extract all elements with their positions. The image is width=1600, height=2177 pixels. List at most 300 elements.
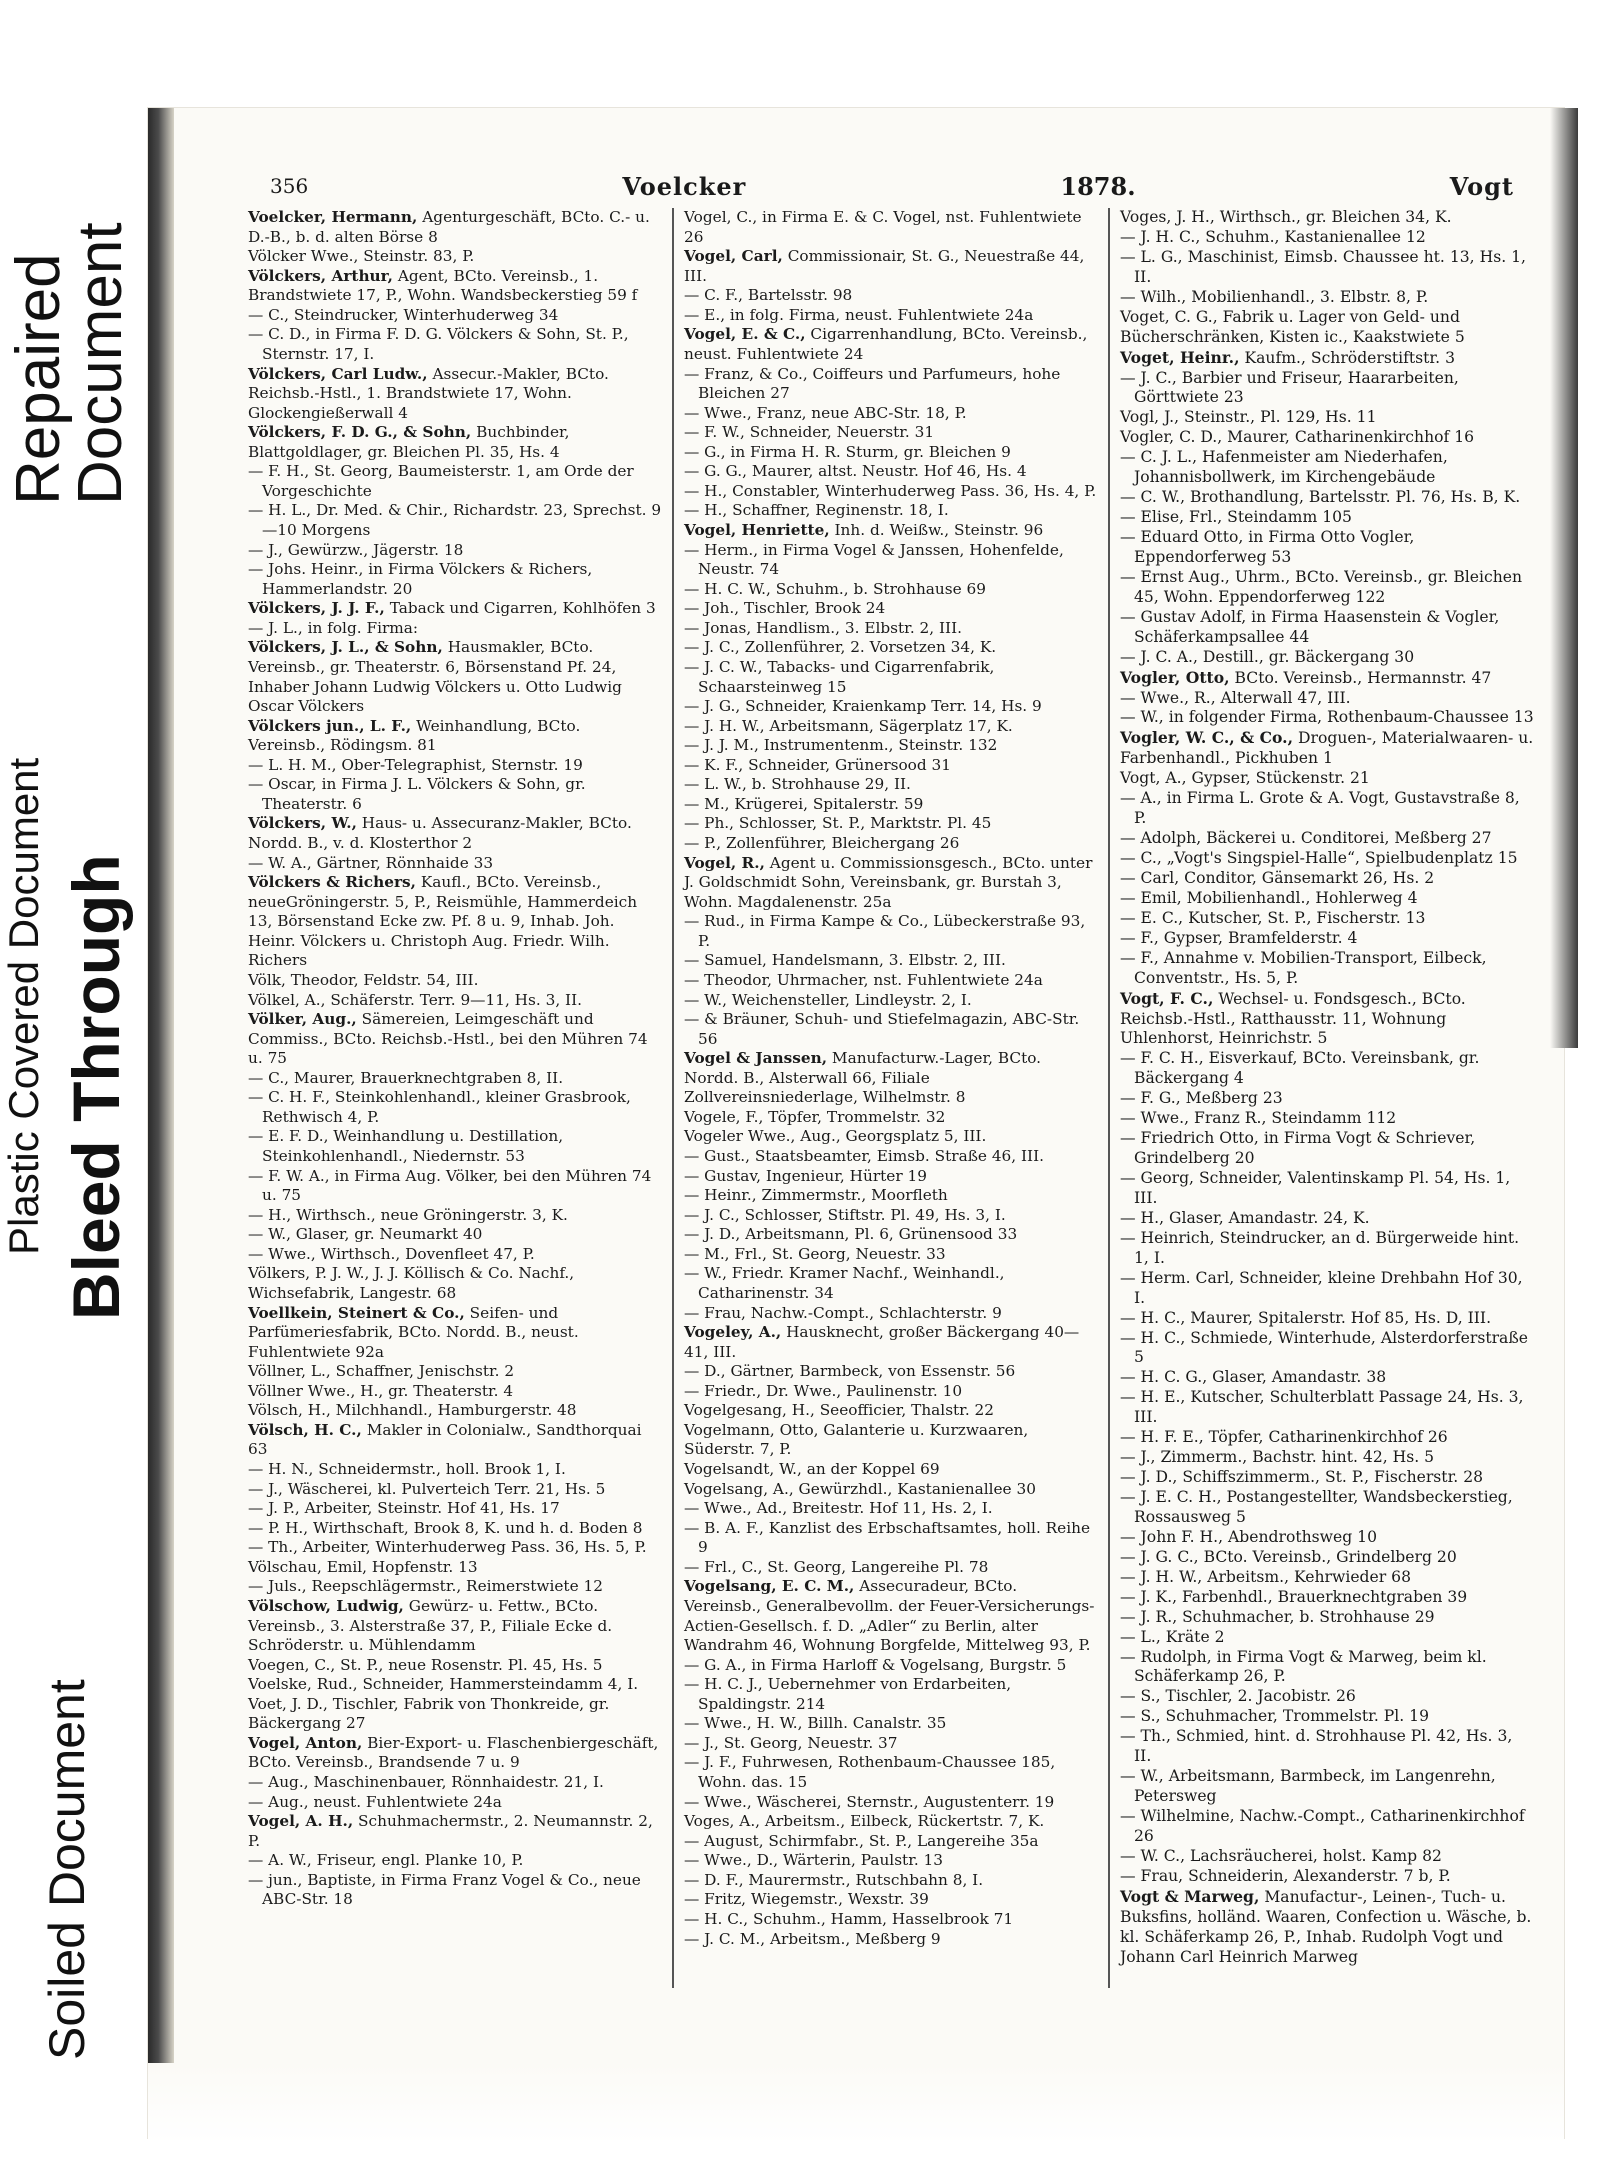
directory-entry	[684, 1382, 1098, 1402]
entry-text: — Johs. Heinr., in Firma Völckers & Richers, Hammerlandstr. 20	[248, 560, 593, 598]
entry-text: — August, Schirmfabr., St. P., Langereihe 35a	[684, 1831, 1039, 1850]
directory-entry	[248, 1245, 662, 1265]
entry-text: Manufactur-, Leinen-, Tuch- u. Buksfins, holländ. Waaren, Confection u. Wäsche, b. kl. Schäferkamp 26, P., Inhab. Rudolph Vogt und Johann Carl Heinrich Marweg	[1120, 1887, 1532, 1966]
entry-text: — Aug., Maschinenbauer, Rönnhaidestr. 21, I.	[248, 1773, 604, 1791]
directory-entry	[684, 1401, 1098, 1421]
entry-text: — Wwe., R., Alterwall 47, III.	[1120, 688, 1351, 707]
entry-text: — S., Tischler, 2. Jacobistr. 26	[1120, 1687, 1356, 1706]
entry-text: — Wwe., Wäscherei, Sternstr., Augustenterr. 19	[684, 1792, 1055, 1811]
entry-name: Vogt & Marweg,	[1120, 1886, 1260, 1906]
entry-text: Gewürz- u. Fettw., BCto. Vereinsb., 3. Alsterstraße 37, P., Filiale Ecke d. Schröderstr. u. Mühlendamm	[248, 1596, 613, 1655]
directory-entry	[684, 1890, 1098, 1910]
directory-entry	[1120, 248, 1534, 288]
entry-name: Vogel, R.,	[684, 853, 765, 872]
directory-entry	[1120, 648, 1534, 668]
entry-text: — G., in Firma H. R. Sturm, gr. Bleichen 9	[684, 442, 1011, 461]
entry-text: — F. W., Schneider, Neuerstr. 31	[684, 423, 935, 442]
directory-entry	[684, 1127, 1098, 1147]
directory-entry	[684, 854, 1098, 913]
directory-entry	[1120, 1707, 1534, 1727]
entry-text: — W. A., Gärtner, Rönnhaide 33	[248, 853, 494, 872]
entry-text: Cigarrenhandlung, BCto. Vereinsb., neust. Fuhlentwiete 24	[684, 325, 1088, 363]
entry-text: — F., Gypser, Bramfelderstr. 4	[1120, 928, 1358, 947]
entry-text: — J., Zimmerm., Bachstr. hint. 42, Hs. 5	[1120, 1448, 1435, 1467]
side-label-bleed-text: Bleed Through	[59, 854, 133, 1320]
directory-entry	[1120, 1388, 1534, 1428]
directory-entry	[1120, 1368, 1534, 1388]
directory-entry	[684, 365, 1098, 404]
directory-entry	[684, 521, 1098, 541]
entry-text: — Aug., neust. Fuhlentwiete 24a	[248, 1792, 502, 1811]
entry-text: — J. C., Zollenführer, 2. Vorsetzen 34, K.	[684, 638, 997, 657]
entry-text: Bier-Export- u. Flaschenbiergeschäft, BCto. Vereinsb., Brandsende 7 u. 9	[248, 1733, 659, 1772]
entry-text: — H. C. W., Schuhm., b. Strohhause 69	[684, 579, 987, 598]
entry-text: — C. F., Bartelsstr. 98	[684, 286, 853, 305]
entry-text: — E. C., Kutscher, St. P., Fischerstr. 13	[1120, 908, 1426, 927]
entry-text: — Wwe., Franz R., Steindamm 112	[1120, 1109, 1397, 1128]
directory-entry	[684, 912, 1098, 951]
entry-text: — Joh., Tischler, Brook 24	[684, 599, 886, 618]
entry-text: Völsch, H., Milchhandl., Hamburgerstr. 48	[248, 1401, 577, 1420]
entry-text: Völlner, L., Schaffner, Jenischstr. 2	[248, 1362, 515, 1381]
entry-text: — W. C., Lachsräucherei, holst. Kamp 82	[1120, 1846, 1442, 1865]
directory-entry	[684, 247, 1098, 286]
directory-entry	[1120, 1169, 1534, 1209]
header-right-word: Vogt	[1449, 171, 1514, 201]
directory-entry	[248, 541, 662, 561]
entry-text: Assecuradeur, BCto. Vereinsb., Generalbevollm. der Feuer-Versicherungs-Actien-Gesellsch. f. D. „Adler“ zu Berlin, alter Wandrahm 46, Wohnung Borgfelde, Mittelweg 93, P.	[684, 1577, 1095, 1655]
entry-text: — Wwe., Franz, neue ABC-Str. 18, P.	[684, 403, 967, 422]
entry-text: Seifen- und Parfümeriesfabrik, BCto. Nordd. B., neust. Fuhlentwiete 92a	[248, 1303, 579, 1361]
directory-entry	[248, 1362, 662, 1382]
entry-text: — H., Wirthsch., neue Gröningerstr. 3, K.	[248, 1205, 568, 1224]
entry-text: — H., Glaser, Amandastr. 24, K.	[1120, 1208, 1370, 1227]
side-label-soiled-text: Soiled Document	[39, 1679, 95, 2060]
directory-entry	[1120, 1109, 1534, 1129]
entry-name: Völckers jun., L. F.,	[248, 716, 412, 735]
directory-entry	[1120, 1628, 1534, 1648]
entry-text: — Elise, Frl., Steindamm 105	[1120, 508, 1352, 527]
entry-text: Vogt, A., Gypser, Stückenstr. 21	[1120, 769, 1370, 788]
entry-name: Völckers, J. J. F.,	[248, 599, 385, 618]
directory-entry	[684, 991, 1098, 1011]
directory-entry	[248, 991, 662, 1011]
entry-text: — H. C., Schmiede, Winterhude, Alsterdorferstraße 5	[1120, 1328, 1528, 1367]
directory-entry	[248, 619, 662, 639]
entry-text: — Wwe., D., Wärterin, Paulstr. 13	[684, 1851, 944, 1870]
directory-entry	[1120, 528, 1534, 568]
directory-entry	[684, 619, 1098, 639]
directory-entry	[684, 423, 1098, 443]
entry-text: — J. G., Schneider, Kraienkamp Terr. 14, Hs. 9	[684, 697, 1042, 716]
directory-entry	[684, 580, 1098, 600]
directory-entry	[1120, 1588, 1534, 1608]
entry-text: — J. J. M., Instrumentenm., Steinstr. 132	[684, 736, 998, 755]
entry-text: Manufacturw.-Lager, BCto. Nordd. B., Alsterwall 66, Filiale Zollvereinsniederlage, Wilhelmstr. 8	[684, 1049, 1042, 1107]
entry-text: — Eduard Otto, in Firma Otto Vogler, Eppendorferweg 53	[1120, 528, 1415, 566]
directory-entry	[1120, 1847, 1534, 1867]
entry-name: Vogt, F. C.,	[1120, 988, 1214, 1008]
entry-text: — C., Steindrucker, Winterhuderweg 34	[248, 305, 559, 324]
entry-text: Hausmakler, BCto. Vereinsb., gr. Theaterstr. 6, Börsenstand Pf. 24, Inhaber Johann Ludwig Völckers u. Otto Ludwig Oscar Völckers	[248, 638, 622, 716]
entry-text: Agent u. Commissionsgesch., BCto. unter J. Goldschmidt Sohn, Vereinsbank, gr. Burstah 3, Wohn. Magdalenenstr. 25a	[684, 853, 1093, 911]
directory-entry	[1120, 989, 1534, 1050]
entry-text: — Rudolph, in Firma Vogt & Marweg, beim kl. Schäferkamp 26, P.	[1120, 1647, 1487, 1686]
directory-entry	[248, 1069, 662, 1089]
directory-entry	[1120, 929, 1534, 949]
directory-entry	[684, 1793, 1098, 1813]
entry-text: — J. C. A., Destill., gr. Bäckergang 30	[1120, 647, 1415, 666]
directory-page	[148, 108, 1564, 2138]
entry-name: Völckers, J. L., & Sohn,	[248, 638, 443, 657]
entry-text: — jun., Baptiste, in Firma Franz Vogel & Co., neue ABC-Str. 18	[248, 1870, 641, 1909]
entry-text: — Wwe., Ad., Breitestr. Hof 11, Hs. 2, I.	[684, 1499, 993, 1518]
entry-text: — W., Weichensteller, Lindleystr. 2, I.	[684, 990, 972, 1009]
entry-text: — Wwe., H. W., Billh. Canalstr. 35	[684, 1714, 947, 1733]
directory-columns	[238, 208, 1544, 1988]
directory-entry	[248, 1382, 662, 1402]
directory-entry	[248, 1206, 662, 1226]
directory-entry	[248, 1734, 662, 1773]
entry-text: — Heinr., Zimmermstr., Moorfleth	[684, 1186, 948, 1205]
entry-text: — J. H. W., Arbeitsmann, Sägerplatz 17, K.	[684, 716, 1013, 735]
entry-name: Voget, Heinr.,	[1120, 347, 1240, 367]
directory-entry	[684, 1675, 1098, 1714]
directory-entry	[248, 756, 662, 776]
directory-entry	[248, 1812, 662, 1851]
entry-text: — C., Maurer, Brauerknechtgraben 8, II.	[248, 1068, 564, 1087]
directory-entry	[1120, 508, 1534, 528]
directory-entry	[1120, 909, 1534, 929]
entry-text: Kaufm., Schröderstiftstr. 3	[1239, 348, 1455, 367]
entry-text: — H. C. G., Glaser, Amandastr. 38	[1120, 1368, 1387, 1387]
column-2	[672, 208, 1108, 1988]
entry-text: Vogl, J., Steinstr., Pl. 129, Hs. 11	[1120, 408, 1377, 427]
directory-entry	[1120, 769, 1534, 789]
entry-text: — Ph., Schlosser, St. P., Marktstr. Pl. 45	[684, 814, 992, 833]
directory-entry	[1120, 1648, 1534, 1688]
directory-entry	[1120, 1468, 1534, 1488]
entry-text: — & Bräuner, Schuh- und Stiefelmagazin, ABC-Str. 56	[684, 1010, 1080, 1048]
entry-text: — J. C., Schlosser, Stiftstr. Pl. 49, Hs. 3, I.	[684, 1205, 1006, 1224]
directory-entry	[248, 560, 662, 599]
entry-text: — C. H. F., Steinkohlenhandl., kleiner Grasbrook, Rethwisch 4, P.	[248, 1088, 631, 1126]
directory-entry	[684, 1147, 1098, 1167]
directory-entry	[684, 1460, 1098, 1480]
directory-entry	[248, 1558, 662, 1578]
directory-entry	[684, 756, 1098, 776]
directory-entry	[248, 1401, 662, 1421]
directory-entry	[248, 423, 662, 462]
entry-text: — S., Schuhmacher, Trommelstr. Pl. 19	[1120, 1707, 1430, 1726]
entry-text: — J. E. C. H., Postangestellter, Wandsbeckerstieg, Rossausweg 5	[1120, 1488, 1513, 1526]
entry-text: Völk, Theodor, Feldstr. 54, III.	[248, 970, 479, 989]
directory-entry	[1120, 448, 1534, 488]
directory-entry	[684, 658, 1098, 697]
entry-text: — F. H., St. Georg, Baumeisterstr. 1, am Orde der Vorgeschichte	[248, 462, 634, 500]
entry-text: — M., Krügerei, Spitalerstr. 59	[684, 794, 924, 813]
entry-text: — Jonas, Handlism., 3. Elbstr. 2, III.	[684, 618, 962, 637]
directory-entry	[1120, 1608, 1534, 1628]
entry-text: BCto. Vereinsb., Hermannstr. 47	[1229, 668, 1492, 687]
entry-name: Völckers, Carl Ludw.,	[248, 364, 428, 383]
entry-text: — F. W. A., in Firma Aug. Völker, bei den Mühren 74 u. 75	[248, 1166, 652, 1205]
directory-entry	[248, 325, 662, 364]
side-label-plastic-text: Plastic Covered Document	[0, 757, 47, 1255]
directory-entry	[684, 1421, 1098, 1460]
side-labels	[0, 0, 135, 2177]
directory-entry	[248, 1675, 662, 1695]
entry-text: — J., Gewürzw., Jägerstr. 18	[248, 540, 464, 559]
header-left-word: Voelcker	[622, 171, 747, 201]
directory-entry	[1120, 1727, 1534, 1767]
entry-text: — A., in Firma L. Grote & A. Vogt, Gustavstraße 8, P.	[1120, 789, 1520, 828]
directory-entry	[684, 541, 1098, 580]
entry-text: Vogelsandt, W., an der Koppel 69	[684, 1460, 940, 1478]
directory-entry	[1120, 308, 1534, 348]
entry-name: Vogel, Henriette,	[684, 521, 830, 539]
entry-text: — Gust., Staatsbeamter, Eimsb. Straße 46, III.	[684, 1147, 1045, 1165]
directory-entry	[684, 1558, 1098, 1578]
directory-entry	[684, 814, 1098, 834]
directory-entry	[248, 306, 662, 326]
entry-text: — H. C., Schuhm., Hamm, Hasselbrook 71	[684, 1909, 1014, 1928]
directory-entry	[248, 1480, 662, 1500]
directory-entry	[1120, 208, 1534, 228]
directory-entry	[1120, 428, 1534, 448]
directory-entry	[1120, 1269, 1534, 1309]
entry-text: — E., in folg. Firma, neust. Fuhlentwiete 24a	[684, 305, 1034, 324]
directory-entry	[248, 717, 662, 756]
directory-entry	[684, 286, 1098, 306]
entry-text: — Frau, Nachw.-Compt., Schlachterstr. 9	[684, 1303, 1002, 1322]
entry-name: Völckers & Richers,	[248, 873, 416, 892]
entry-text: — B. A. F., Kanzlist des Erbschaftsamtes, holl. Reihe 9	[684, 1518, 1091, 1557]
entry-text: Sämereien, Leimgeschäft und Commiss., BCto. Reichsb.-Hstl., bei den Mühren 74 u. 75	[248, 1010, 648, 1068]
directory-entry	[248, 1225, 662, 1245]
directory-entry	[684, 1167, 1098, 1187]
directory-entry	[1120, 1089, 1534, 1109]
entry-text: — L., Kräte 2	[1120, 1627, 1225, 1646]
entry-text: — Fritz, Wiegemstr., Wexstr. 39	[684, 1890, 929, 1909]
directory-entry	[248, 1597, 662, 1656]
directory-entry	[684, 208, 1098, 247]
entry-text: — Frl., C., St. Georg, Langereihe Pl. 78	[684, 1557, 989, 1576]
directory-entry	[248, 1127, 662, 1166]
entry-text: — W., Glaser, gr. Neumarkt 40	[248, 1225, 483, 1244]
directory-entry	[248, 599, 662, 619]
page-bottom-margin	[148, 2063, 1564, 2143]
entry-text: Vogel, C., in Firma E. & C. Vogel, nst. Fuhlentwiete 26	[684, 208, 1082, 246]
entry-text: — C., „Vogt's Singspiel-Halle“, Spielbudenplatz 15	[1120, 849, 1518, 867]
directory-entry	[248, 1167, 662, 1206]
entry-text: — Heinrich, Steindrucker, an d. Bürgerweide hint. 1, I.	[1120, 1228, 1520, 1267]
entry-text: Voegen, C., St. P., neue Rosenstr. Pl. 45, Hs. 5	[248, 1655, 603, 1674]
directory-entry	[684, 1049, 1098, 1108]
entry-text: — J. H. W., Arbeitsm., Kehrwieder 68	[1120, 1567, 1412, 1586]
entry-text: Voges, A., Arbeitsm., Eilbeck, Rückertstr. 7, K.	[684, 1812, 1045, 1831]
directory-entry	[684, 1108, 1098, 1128]
entry-text: — Th., Schmied, hint. d. Strohhause Pl. 42, Hs. 3, II.	[1120, 1727, 1513, 1766]
directory-entry	[248, 854, 662, 874]
entry-text: — J. D., Schiffszimmerm., St. P., Fischerstr. 28	[1120, 1468, 1484, 1487]
directory-entry	[684, 1577, 1098, 1655]
directory-entry	[684, 325, 1098, 364]
directory-entry	[684, 1245, 1098, 1265]
directory-entry	[1120, 608, 1534, 648]
entry-name: Völckers, Arthur,	[248, 266, 393, 285]
entry-text: Vogler, C. D., Maurer, Catharinenkirchhof 16	[1120, 428, 1475, 447]
directory-entry	[248, 267, 662, 306]
directory-entry	[684, 306, 1098, 326]
directory-entry	[248, 247, 662, 267]
directory-entry	[1120, 348, 1534, 369]
entry-text: — L. W., b. Strohhause 29, II.	[684, 775, 911, 794]
entry-name: Vogeley, A.,	[684, 1323, 782, 1342]
entry-text: Vogelmann, Otto, Galanterie u. Kurzwaaren, Süderstr. 7, P.	[684, 1420, 1029, 1459]
entry-text: — J. H. C., Schuhm., Kastanienallee 12	[1120, 227, 1426, 246]
entry-name: Völsch, H. C.,	[248, 1420, 362, 1439]
directory-entry	[248, 1793, 662, 1813]
entry-text: Vogeler Wwe., Aug., Georgsplatz 5, III.	[684, 1127, 987, 1146]
directory-entry	[684, 1930, 1098, 1950]
directory-entry	[1120, 369, 1534, 409]
entry-text: — J. P., Arbeiter, Steinstr. Hof 41, Hs. 17	[248, 1499, 560, 1518]
directory-entry	[684, 501, 1098, 521]
entry-text: — H., Constabler, Winterhuderweg Pass. 36, Hs. 4, P.	[684, 481, 1097, 500]
directory-entry	[684, 638, 1098, 658]
directory-entry	[248, 365, 662, 424]
directory-entry	[684, 1225, 1098, 1245]
directory-entry	[248, 1499, 662, 1519]
directory-entry	[1120, 1687, 1534, 1707]
entry-text: — C. W., Brothandlung, Bartelsstr. Pl. 76, Hs. B, K.	[1120, 488, 1521, 507]
entry-name: Vogler, Otto,	[1120, 667, 1230, 687]
page-number: 356	[270, 174, 309, 198]
entry-text: Völkel, A., Schäferstr. Terr. 9—11, Hs. 3, II.	[248, 990, 582, 1009]
entry-text: — Oscar, in Firma J. L. Völckers & Sohn, gr. Theaterstr. 6	[248, 775, 586, 813]
entry-text: — W., Friedr. Kramer Nachf., Weinhandl., Catharinenstr. 34	[684, 1264, 1005, 1302]
entry-text: Agent, BCto. Vereinsb., 1. Brandstwiete 17, P., Wohn. Wandsbeckerstieg 59 f	[248, 266, 638, 305]
entry-name: Vogelsang, E. C. M.,	[684, 1577, 855, 1596]
directory-entry	[1120, 728, 1534, 769]
entry-text: — D. F., Maurermstr., Rutschbahn 8, I.	[684, 1870, 984, 1889]
directory-entry	[684, 736, 1098, 756]
entry-text: Voges, J. H., Wirthsch., gr. Bleichen 34, K.	[1120, 208, 1452, 226]
entry-text: — Samuel, Handelsmann, 3. Elbstr. 2, III.	[684, 951, 1006, 970]
entry-text: — L. G., Maschinist, Eimsb. Chaussee ht. 13, Hs. 1, II.	[1120, 247, 1526, 286]
directory-entry	[248, 1264, 662, 1303]
side-label-repaired-text: Repaired Document	[4, 222, 135, 505]
entry-text: Kaufl., BCto. Vereinsb., neueGröningerstr. 5, P., Reismühle, Hammerdeich 13, Börsenstand Ecke zw. Pf. 8 u. 9, Inhab. Joh. Heinr. Völckers u. Christoph Aug. Friedr. Wilh. Richers	[248, 873, 638, 970]
directory-entry	[1120, 288, 1534, 308]
directory-entry	[684, 1656, 1098, 1676]
entry-text: Haus- u. Assecuranz-Makler, BCto. Nordd. B., v. d. Klosterthor 2	[248, 814, 632, 852]
entry-name: Vogel & Janssen,	[684, 1049, 828, 1068]
directory-entry	[248, 1304, 662, 1363]
directory-entry	[248, 1851, 662, 1871]
entry-text: — Ernst Aug., Uhrm., BCto. Vereinsb., gr. Bleichen 45, Wohn. Eppendorferweg 122	[1120, 567, 1523, 606]
entry-name: Vogel, Carl,	[684, 247, 783, 266]
entry-text: Vogele, F., Töpfer, Trommelstr. 32	[684, 1107, 946, 1126]
directory-entry	[1120, 668, 1534, 689]
column-3	[1108, 208, 1544, 1988]
directory-entry	[248, 501, 662, 540]
directory-entry	[684, 1304, 1098, 1324]
entry-text: — Herm. Carl, Schneider, kleine Drehbahn Hof 30, I.	[1120, 1268, 1523, 1307]
entry-name: Vogel, Anton,	[248, 1733, 363, 1752]
entry-text: — C. J. L., Hafenmeister am Niederhafen, Johannisbollwerk, im Kirchengebäude	[1120, 448, 1448, 487]
directory-entry	[684, 599, 1098, 619]
directory-entry	[248, 1538, 662, 1558]
entry-text: — H. N., Schneidermstr., holl. Brook 1, I.	[248, 1460, 566, 1478]
entry-text: — H. C., Maurer, Spitalerstr. Hof 85, Hs. D, III.	[1120, 1308, 1492, 1327]
entry-text: Vogelsang, A., Gewürzhdl., Kastanienallee 30	[684, 1479, 1036, 1498]
directory-entry	[684, 795, 1098, 815]
entry-text: — Friedr., Dr. Wwe., Paulinenstr. 10	[684, 1381, 963, 1400]
directory-entry	[1120, 1448, 1534, 1468]
entry-text: — J. D., Arbeitsmann, Pl. 6, Grünensood 33	[684, 1225, 1018, 1244]
directory-entry	[248, 1010, 662, 1069]
directory-entry	[1120, 1129, 1534, 1169]
directory-entry	[684, 1832, 1098, 1852]
directory-entry	[1120, 568, 1534, 608]
directory-entry	[248, 1088, 662, 1127]
directory-entry	[1120, 889, 1534, 909]
entry-text: Droguen-, Materialwaaren- u. Farbenhandl., Pickhuben 1	[1120, 729, 1534, 768]
entry-text: — J. L., in folg. Firma:	[248, 618, 419, 637]
entry-text: Commissionair, St. G., Neuestraße 44, III.	[684, 247, 1085, 285]
entry-text: — Wwe., Wirthsch., Dovenfleet 47, P.	[248, 1244, 535, 1263]
entry-text: Buchbinder, Blattgoldlager, gr. Bleichen Pl. 35, Hs. 4	[248, 423, 570, 461]
directory-entry	[248, 1871, 662, 1910]
entry-name: Vogel, E. & C.,	[684, 325, 806, 344]
entry-text: Voelske, Rud., Schneider, Hammersteindamm 4, I.	[248, 1675, 639, 1694]
entry-text: Taback und Cigarren, Kohlhöfen 3	[384, 599, 656, 618]
directory-entry	[684, 1851, 1098, 1871]
directory-entry	[684, 775, 1098, 795]
entry-text: — Georg, Schneider, Valentinskamp Pl. 54, Hs. 1, III.	[1120, 1169, 1511, 1207]
directory-entry	[1120, 228, 1534, 248]
entry-text: — H. E., Kutscher, Schulterblatt Passage 24, Hs. 3, III.	[1120, 1388, 1524, 1427]
entry-text: — Franz, & Co., Coiffeurs und Parfumeurs, hohe Bleichen 27	[684, 364, 1061, 403]
directory-entry	[684, 462, 1098, 482]
directory-entry	[1120, 708, 1534, 728]
directory-entry	[684, 482, 1098, 502]
entry-text: — P., Zollenführer, Bleichergang 26	[684, 834, 960, 852]
directory-entry	[1120, 1887, 1534, 1968]
directory-entry	[684, 1734, 1098, 1754]
entry-text: Assecur.-Makler, BCto. Reichsb.-Hstl., 1. Brandstwiete 17, Wohn. Glockengießerwall 4	[248, 364, 609, 422]
directory-entry	[684, 1206, 1098, 1226]
directory-entry	[684, 404, 1098, 424]
entry-text: Voget, C. G., Fabrik u. Lager von Geld- und Bücherschränken, Kisten ic., Kaakstwiete 5	[1120, 307, 1465, 346]
directory-entry	[684, 1910, 1098, 1930]
directory-entry	[684, 1264, 1098, 1303]
entry-text: Völlner Wwe., H., gr. Theaterstr. 4	[248, 1381, 514, 1400]
directory-entry	[248, 873, 662, 971]
entry-text: — F. C. H., Eisverkauf, BCto. Vereinsbank, gr. Bäckergang 4	[1120, 1049, 1480, 1088]
entry-text: — J. G. C., BCto. Vereinsb., Grindelberg 20	[1120, 1547, 1457, 1566]
entry-name: Voelcker, Hermann,	[248, 208, 418, 226]
directory-entry	[248, 971, 662, 991]
directory-entry	[684, 1871, 1098, 1891]
entry-text: — C. D., in Firma F. D. G. Völckers & Sohn, St. P., Sternstr. 17, I.	[248, 325, 629, 363]
directory-entry	[1120, 1329, 1534, 1369]
entry-text: — Frau, Schneiderin, Alexanderstr. 7 b, P.	[1120, 1866, 1451, 1885]
entry-text: — A. W., Friseur, engl. Planke 10, P.	[248, 1851, 524, 1870]
directory-entry	[248, 1773, 662, 1793]
